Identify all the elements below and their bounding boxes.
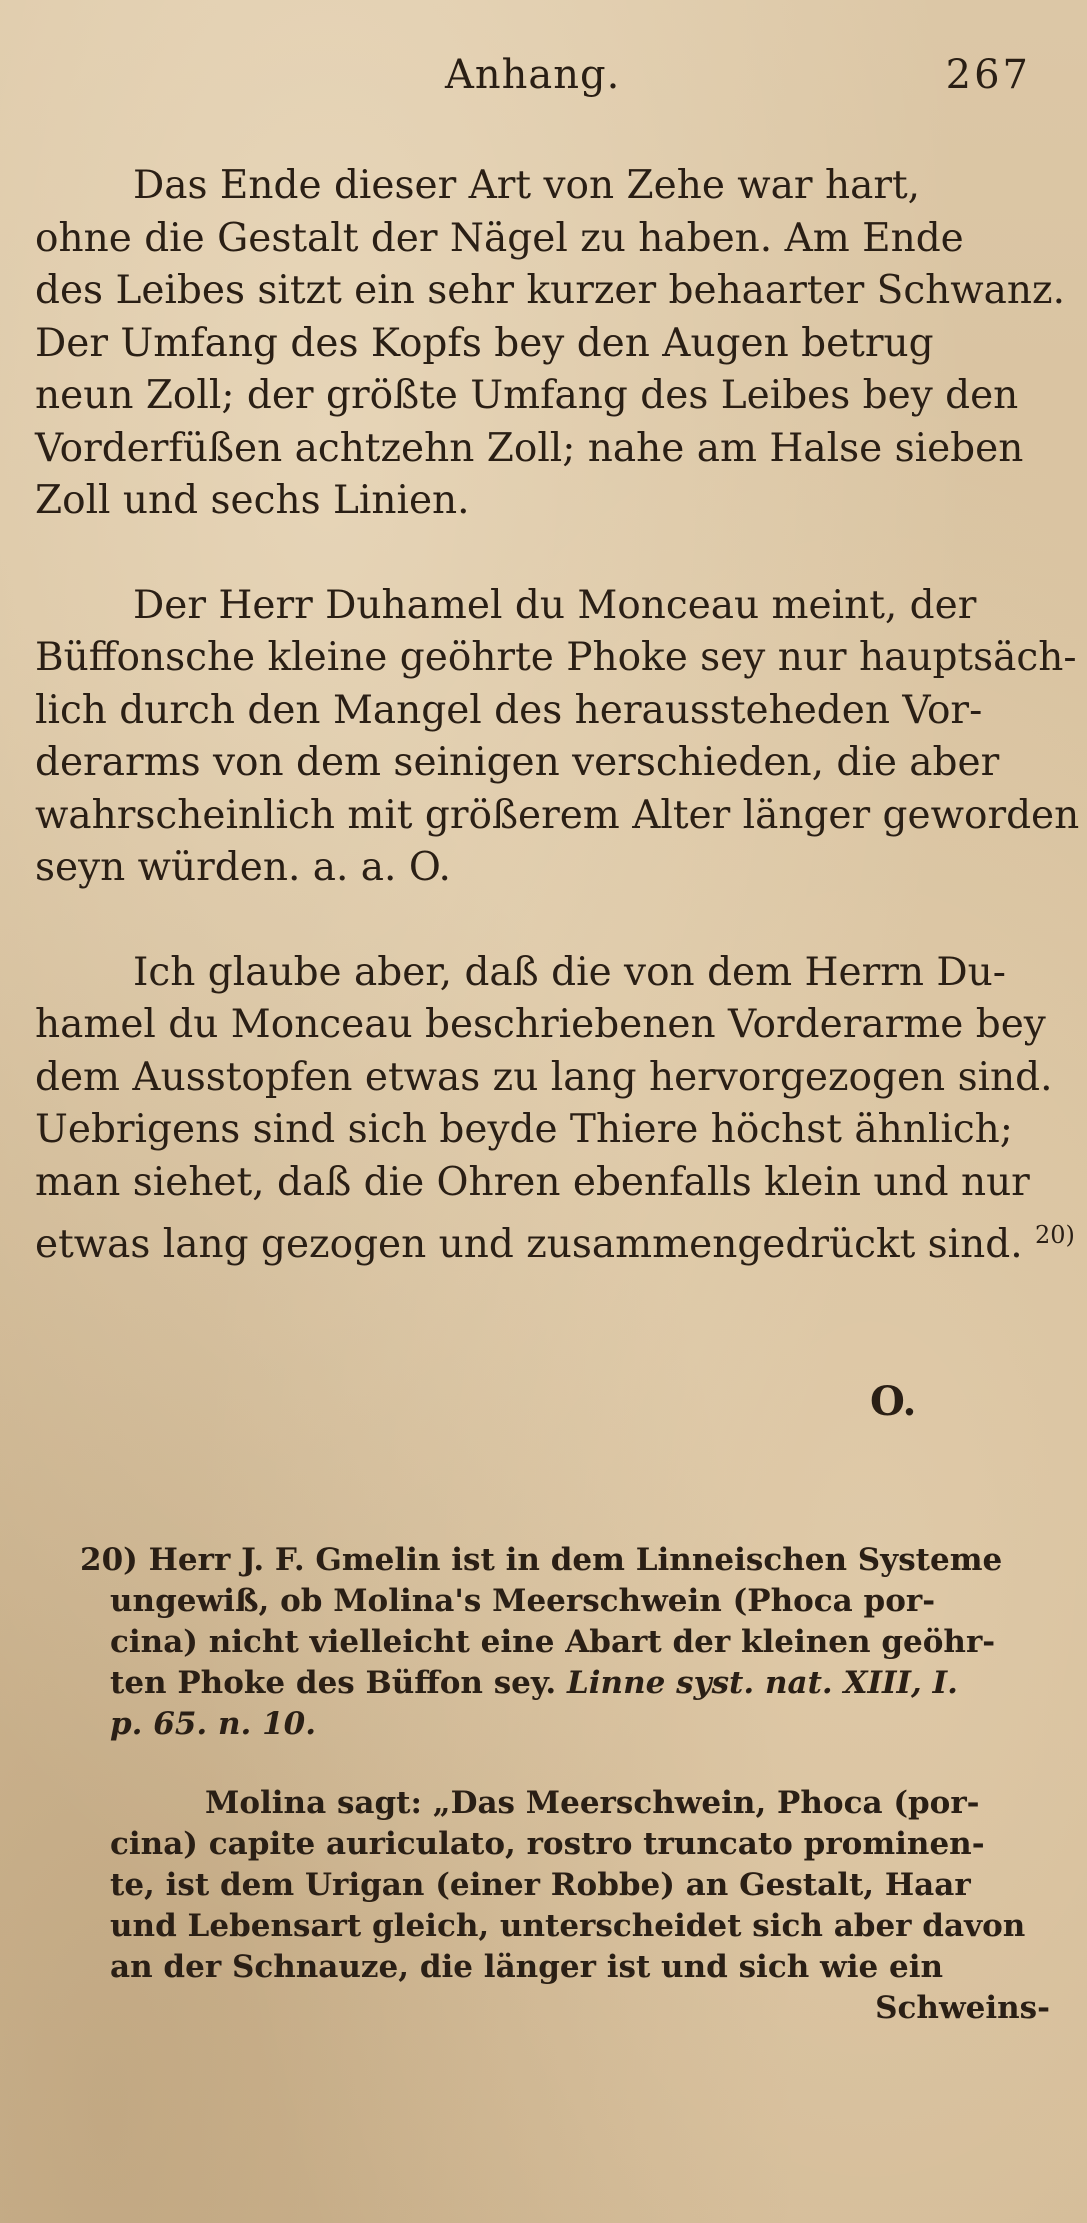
text-line: ungewiß, ob Molina's Meerschwein (Phoca por- [110,1583,936,1619]
page-number: 267 [945,52,1031,98]
footnote-20 [80,1540,1050,1745]
text-line: man siehet, daß die Ohren ebenfalls klein und nur [35,1159,1030,1205]
text-line: Zoll und sechs Linien. [35,478,470,523]
text-line: des Leibes sitzt ein sehr kurzer behaarter Schwanz. [35,268,1065,313]
signature-mark: O. [870,1378,917,1425]
footnotes [80,1540,1050,2067]
text-line: etwas lang gezogen und zusammengedrückt sind. [35,1222,1023,1267]
text-line: Herr J. F. Gmelin ist in dem Linneischen Systeme [148,1542,1003,1578]
text-line: wahrscheinlich mit größerem Alter länger geworden [35,792,1080,838]
text-line: an der Schnauze, die länger ist und sich wie ein [110,1949,944,1985]
text-line-with-ref [35,1209,1075,1272]
text-line: ten Phoke des Büffon sey. [110,1665,557,1701]
text-line: lich durch den Mangel des heraussteheden Vor- [35,687,983,733]
text-line: Der Herr Duhamel du Monceau meint, der [133,582,977,628]
citation: Linne syst. nat. XIII, I. [566,1665,958,1701]
text-line: Büffonsche kleine geöhrte Phoke sey nur hauptsäch- [35,635,1077,680]
paragraph-2 [35,580,1080,895]
text-line: te, ist dem Urigan (einer Robbe) an Gestalt, Haar [110,1867,971,1903]
text-line: p. 65. n. 10. [110,1706,317,1742]
text-line: dem Ausstopfen etwas zu lang hervorgezogen sind. [35,1054,1053,1100]
paragraph-3 [35,947,1075,1272]
text-line: Vorderfüßen achtzehn Zoll; nahe am Halse sieben [35,425,1024,471]
text-line: Ich glaube aber, daß die von dem Herrn Du- [133,949,1006,995]
footnote-reference[interactable]: 20) [1035,1221,1075,1249]
main-text [35,160,1080,1324]
text-line: Das Ende dieser Art von Zehe war hart, [133,163,921,208]
text-line: cina) nicht vielleicht eine Abart der kleinen geöhr- [110,1624,996,1660]
text-line: Uebrigens sind sich beyde Thiere höchst ähnlich; [35,1107,1013,1152]
text-line: seyn würden. a. a. O. [35,845,451,890]
footnote-marker: 20) [80,1542,138,1578]
catchword: Schweins- [875,1990,1050,2026]
text-line: derarms von dem seinigen verschieden, die aber [35,740,1000,785]
footnote-first-line [80,1540,1050,1581]
footnote-continuation [80,1783,1050,2029]
running-head: Anhang. [445,52,621,98]
text-line: ohne die Gestalt der Nägel zu haben. Am Ende [35,215,964,261]
footnote-citation-line [80,1663,1050,1704]
text-line: und Lebensart gleich, unterscheidet sich aber davon [110,1908,1026,1944]
text-line: Molina sagt: „Das Meerschwein, Phoca (por- [205,1785,980,1821]
paragraph-1 [35,160,1065,528]
text-line: neun Zoll; der größte Umfang des Leibes bey den [35,373,1019,418]
page-header [0,52,1087,112]
text-line: cina) capite auriculato, rostro truncato prominen- [110,1826,985,1862]
text-line: hamel du Monceau beschriebenen Vorderarme bey [35,1002,1046,1047]
text-line: Der Umfang des Kopfs bey den Augen betrug [35,320,934,366]
